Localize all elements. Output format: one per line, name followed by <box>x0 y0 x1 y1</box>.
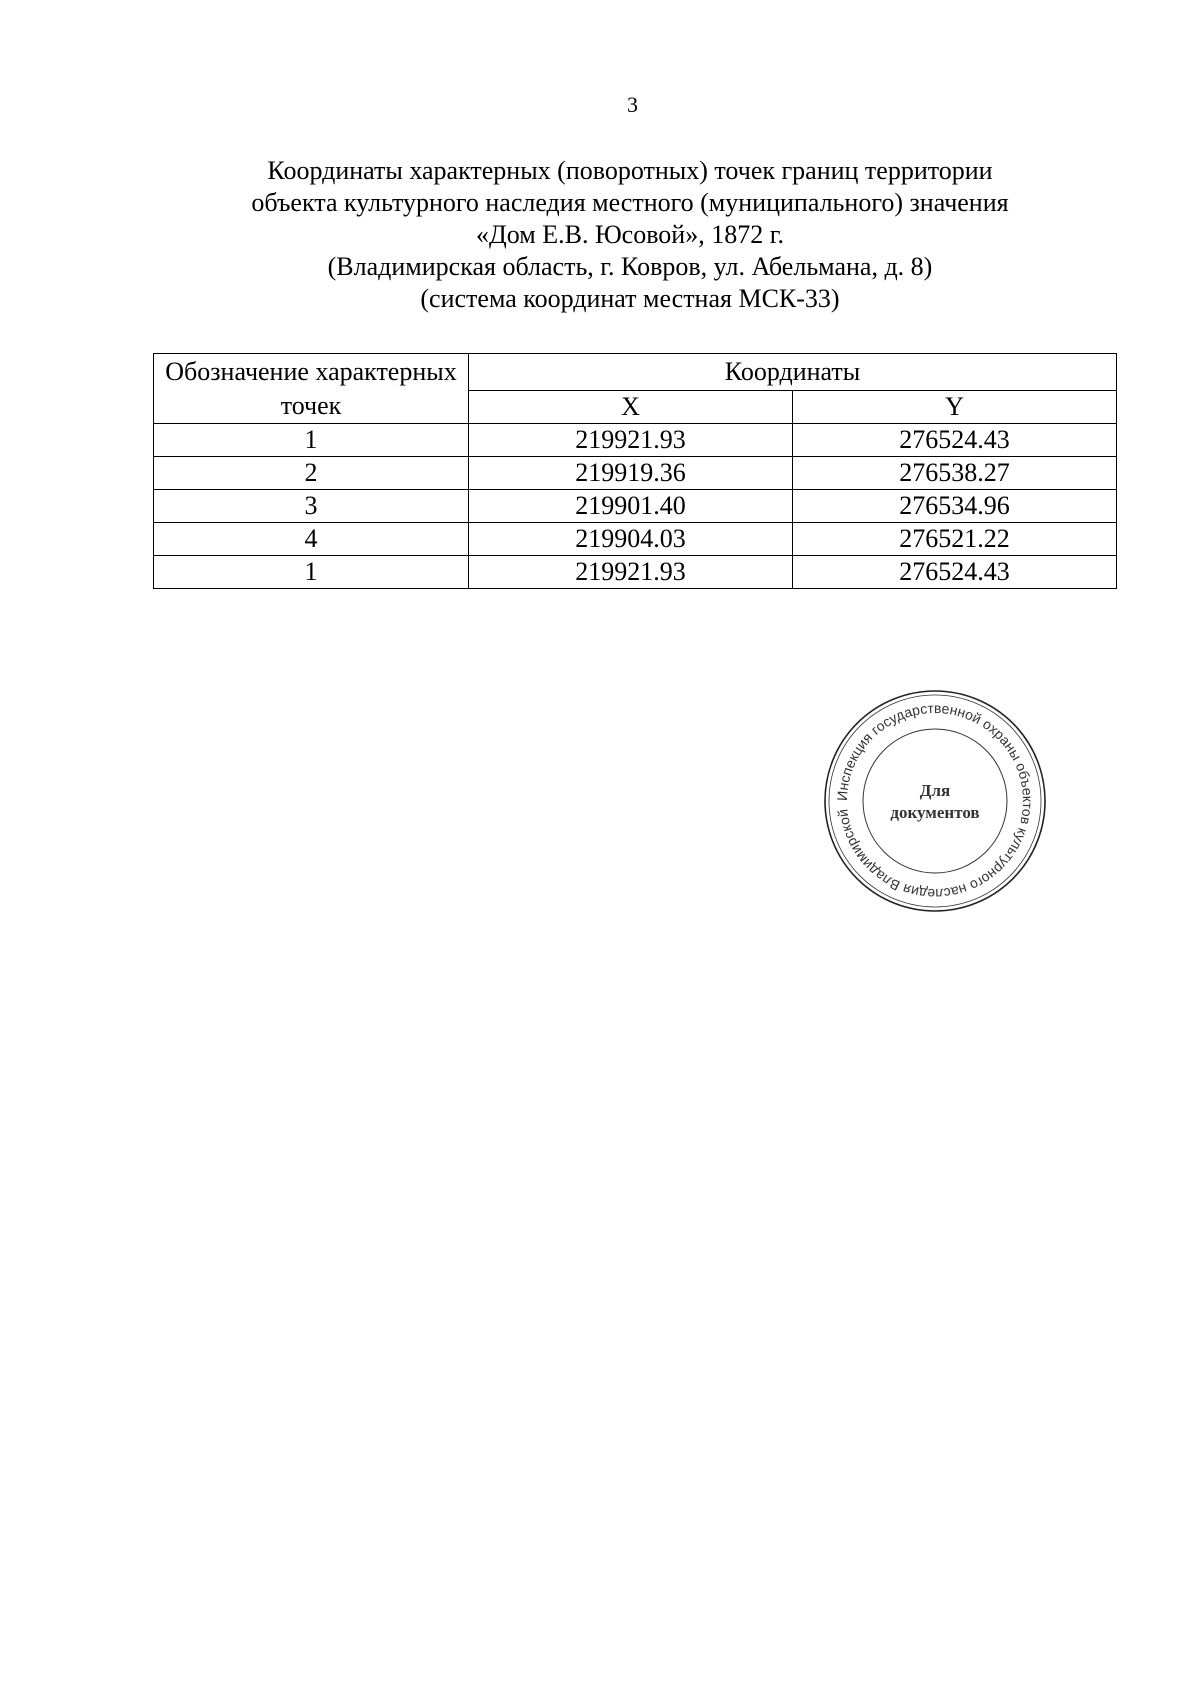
title-line-1: Координаты характерных (поворотных) точек границ территории <box>267 156 993 185</box>
cell-y: 276524.43 <box>793 556 1117 589</box>
cell-point: 4 <box>154 523 469 556</box>
header-y: Y <box>793 391 1117 424</box>
cell-point: 1 <box>154 556 469 589</box>
document-title <box>180 155 1080 315</box>
cell-point: 3 <box>154 490 469 523</box>
table-row <box>154 523 1117 556</box>
stamp-seal <box>820 686 1050 916</box>
cell-point: 2 <box>154 457 469 490</box>
cell-x: 219921.93 <box>469 556 793 589</box>
title-line-2: объекта культурного наследия местного (муниципального) значения <box>251 188 1009 217</box>
stamp-inner-ring <box>863 729 1007 873</box>
cell-y: 276534.96 <box>793 490 1117 523</box>
cell-y: 276521.22 <box>793 523 1117 556</box>
table-row <box>154 490 1117 523</box>
header-designation: Обозначение характерных точек <box>154 354 469 424</box>
cell-x: 219904.03 <box>469 523 793 556</box>
table-row <box>154 457 1117 490</box>
stamp-center-line-2: документов <box>890 803 980 822</box>
stamp-outer-ring <box>825 691 1045 911</box>
official-stamp <box>820 686 1050 916</box>
cell-y: 276538.27 <box>793 457 1117 490</box>
coordinates-table <box>153 353 1117 589</box>
cell-x: 219901.40 <box>469 490 793 523</box>
header-coordinates: Координаты <box>469 354 1117 391</box>
table-row <box>154 424 1117 457</box>
page-number: 3 <box>627 92 638 117</box>
header-x: X <box>469 391 793 424</box>
stamp-outer-ring-inner <box>829 695 1041 907</box>
title-line-4: (Владимирская область, г. Ковров, ул. Абельмана, д. 8) <box>327 252 933 281</box>
cell-x: 219921.93 <box>469 424 793 457</box>
cell-point: 1 <box>154 424 469 457</box>
title-line-3: «Дом Е.В. Юсовой», 1872 г. <box>476 220 784 249</box>
title-line-5: (система координат местная МСК-33) <box>420 284 840 313</box>
stamp-center-line-1: Для <box>919 781 951 800</box>
cell-x: 219919.36 <box>469 457 793 490</box>
table-row <box>154 556 1117 589</box>
stamp-ring-text: Инспекция государственной охраны объектов культурного наследия Владимирской <box>833 699 1037 903</box>
cell-y: 276524.43 <box>793 424 1117 457</box>
